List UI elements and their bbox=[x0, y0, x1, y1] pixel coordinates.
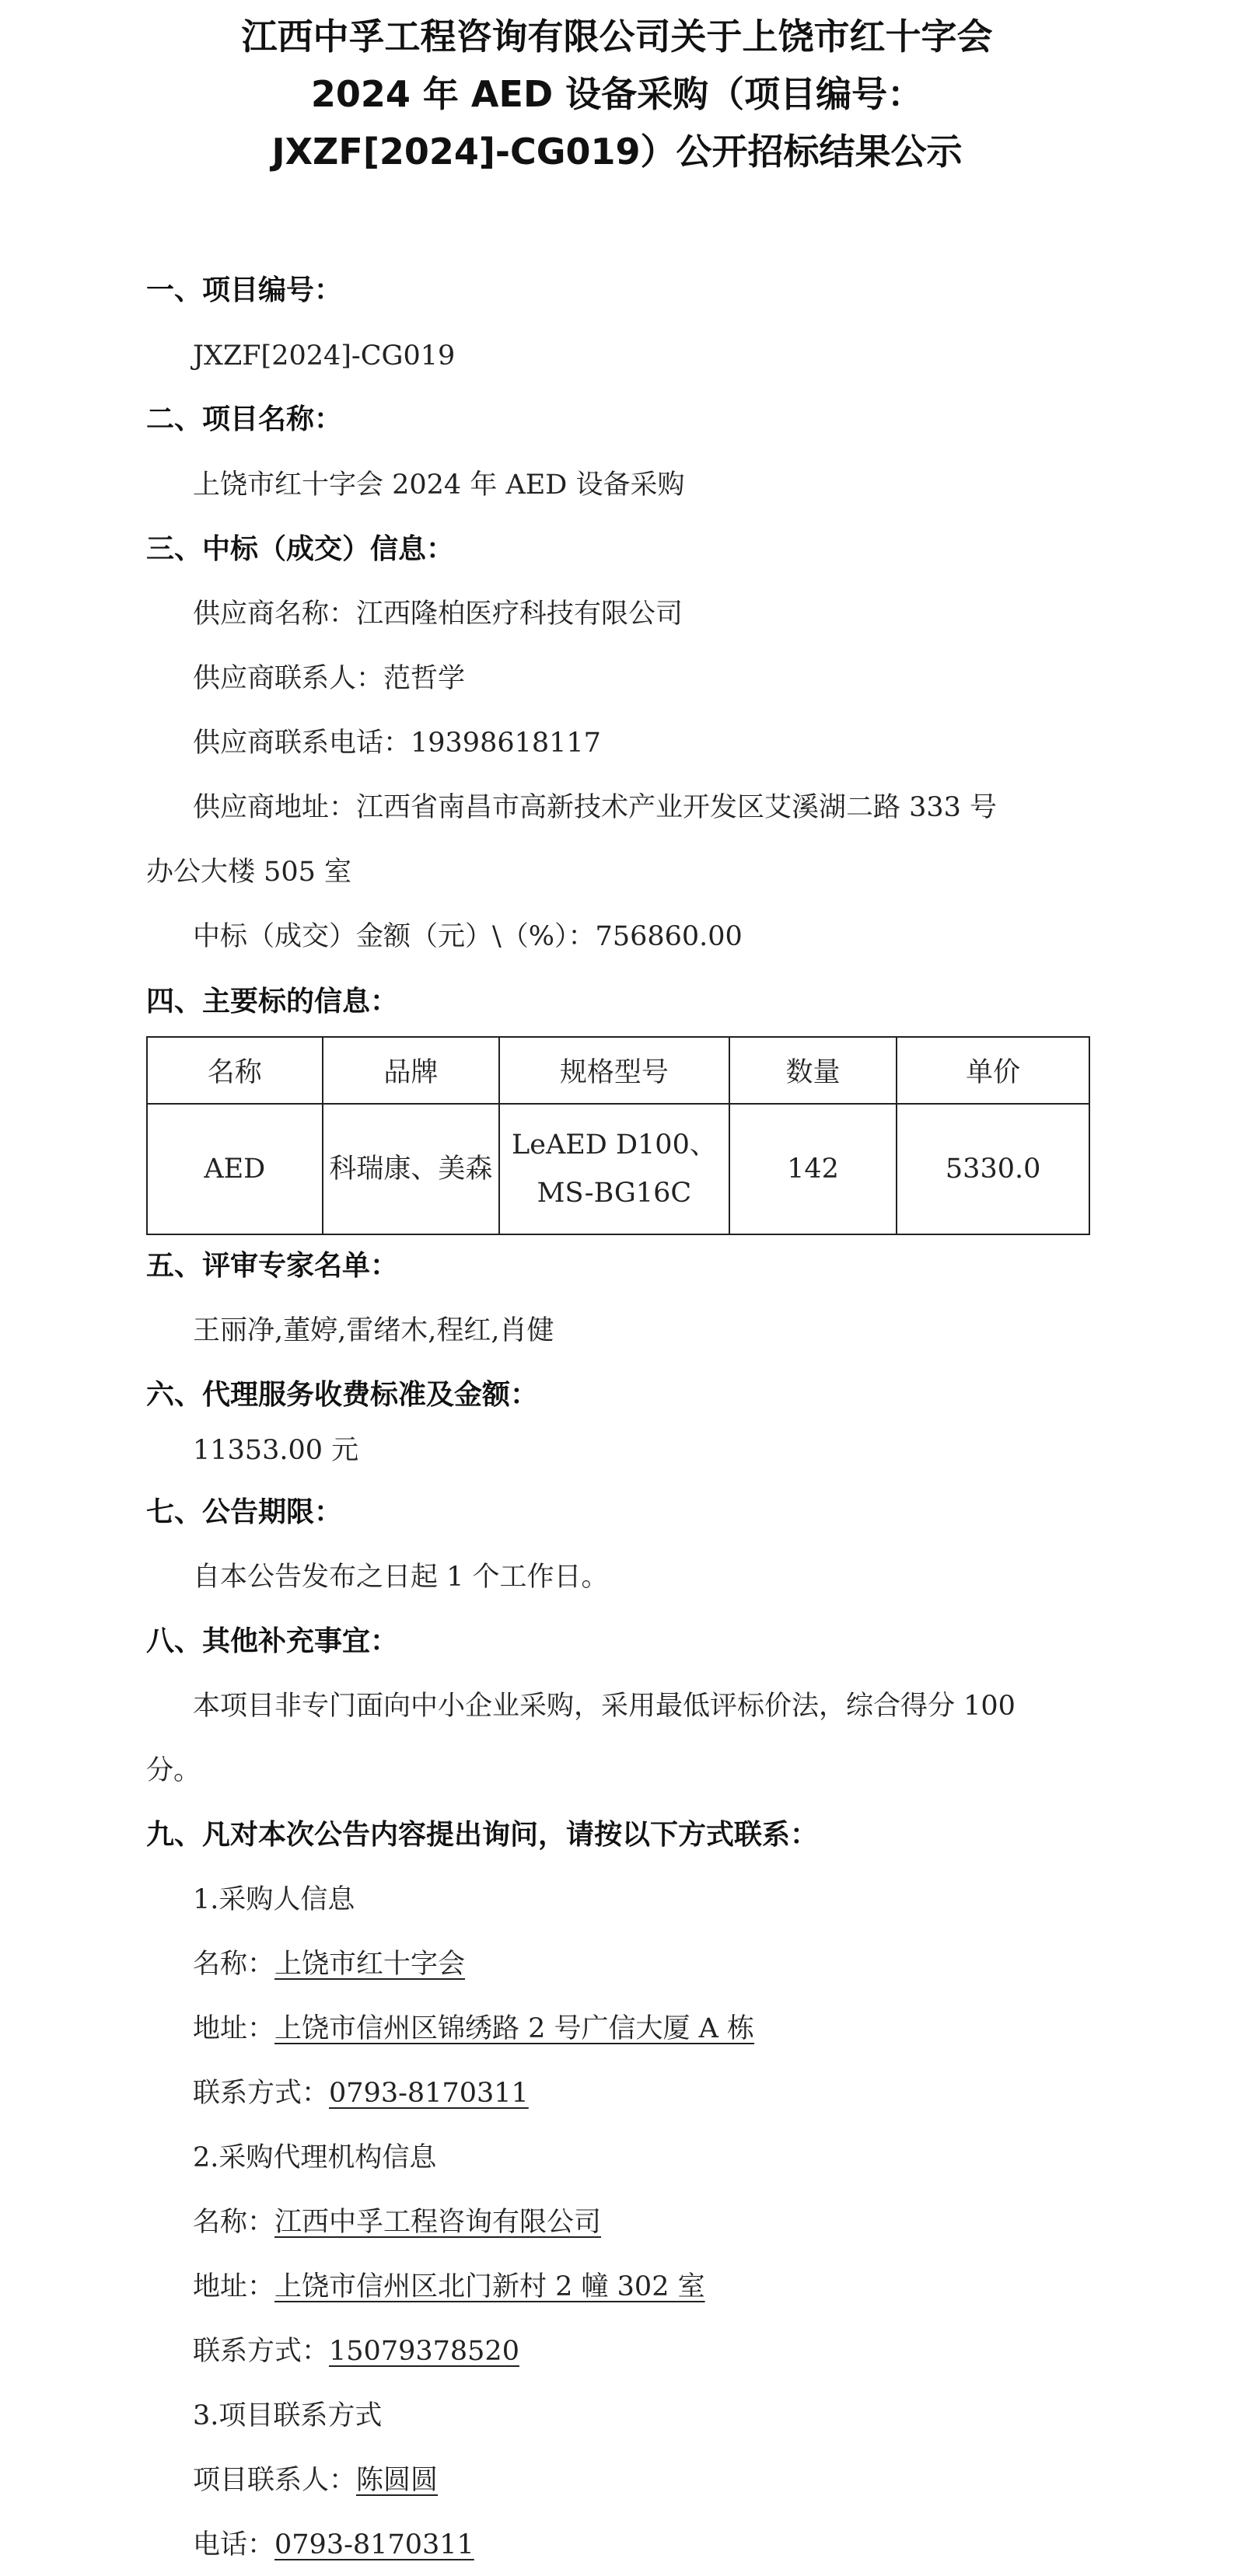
agency-fee: 11353.00 元 bbox=[193, 1435, 359, 1466]
cell-name: AED bbox=[147, 1104, 323, 1234]
purchaser-phone-line bbox=[193, 2074, 529, 2113]
notice-period: 自本公告发布之日起 1 个工作日。 bbox=[193, 1562, 609, 1593]
purchaser-phone-label: 联系方式： bbox=[193, 2078, 330, 2109]
agency-address: 上饶市信州区北门新村 2 幢 302 室 bbox=[274, 2271, 705, 2302]
section-experts-heading: 五、评审专家名单： bbox=[146, 1250, 399, 1282]
agency-phone-line bbox=[193, 2332, 519, 2371]
header-model: 规格型号 bbox=[499, 1037, 729, 1104]
section-project-name-heading: 二、项目名称： bbox=[146, 403, 343, 435]
agency-phone-label: 联系方式： bbox=[193, 2336, 330, 2367]
title-line-2: 2024 年 AED 设备采购（项目编号： bbox=[310, 73, 924, 115]
agency-address-line bbox=[193, 2267, 705, 2306]
title-line-3: JXZF[2024]-CG019）公开招标结果公示 bbox=[271, 131, 963, 173]
cell-brand: 科瑞康、美森 bbox=[323, 1104, 500, 1234]
header-name: 名称 bbox=[147, 1037, 323, 1104]
section-contact-heading: 九、凡对本次公告内容提出询问，请按以下方式联系： bbox=[146, 1819, 819, 1851]
project-phone-line bbox=[193, 2525, 474, 2564]
header-quantity: 数量 bbox=[729, 1037, 897, 1104]
purchaser-name-line bbox=[193, 1945, 465, 1984]
section-notice-period-heading: 七、公告期限： bbox=[146, 1496, 343, 1528]
purchaser-phone: 0793-8170311 bbox=[329, 2078, 529, 2109]
table-row bbox=[147, 1104, 1089, 1234]
purchaser-name-label: 名称： bbox=[193, 1949, 275, 1980]
project-contact-line bbox=[193, 2461, 438, 2500]
supplier-contact: 供应商联系人：范哲学 bbox=[193, 663, 466, 694]
purchaser-address: 上饶市信州区锦绣路 2 号广信大厦 A 栋 bbox=[274, 2013, 755, 2044]
cell-model-line-1: LeAED D100、 bbox=[512, 1129, 717, 1161]
section-other-matters-heading: 八、其他补充事宜： bbox=[146, 1625, 399, 1657]
supplier-address-line-2: 办公大楼 505 室 bbox=[146, 857, 352, 888]
section-project-number-heading: 一、项目编号： bbox=[146, 274, 343, 306]
cell-model-line-2: MS-BG16C bbox=[537, 1178, 692, 1209]
agency-name-line bbox=[193, 2203, 601, 2242]
other-matters-line-1: 本项目非专门面向中小企业采购，采用最低评标价法，综合得分 100 bbox=[193, 1691, 1016, 1722]
project-phone-label: 电话： bbox=[193, 2529, 275, 2560]
project-name: 上饶市红十字会 2024 年 AED 设备采购 bbox=[193, 469, 685, 501]
project-contact-title: 3.项目联系方式 bbox=[193, 2400, 383, 2431]
agency-name: 江西中孚工程咨询有限公司 bbox=[274, 2207, 602, 2238]
main-items-table bbox=[146, 1036, 1090, 1235]
agency-address-label: 地址： bbox=[193, 2271, 275, 2302]
project-contact-label: 项目联系人： bbox=[193, 2465, 357, 2496]
supplier-phone: 供应商联系电话：19398618117 bbox=[193, 728, 601, 759]
project-contact: 陈圆圆 bbox=[356, 2465, 439, 2496]
agency-phone: 15079378520 bbox=[329, 2336, 519, 2367]
supplier-address-line-1: 供应商地址：江西省南昌市高新技术产业开发区艾溪湖二路 333 号 bbox=[193, 792, 998, 823]
other-matters-line-2: 分。 bbox=[146, 1755, 201, 1786]
purchaser-name: 上饶市红十字会 bbox=[274, 1949, 466, 1980]
cell-price: 5330.0 bbox=[897, 1104, 1089, 1234]
agency-name-label: 名称： bbox=[193, 2207, 275, 2238]
section-award-heading: 三、中标（成交）信息： bbox=[146, 533, 455, 565]
expert-list: 王丽净,董婷,雷绪木,程红,肖健 bbox=[193, 1315, 554, 1346]
agency-info-title: 2.采购代理机构信息 bbox=[193, 2142, 437, 2173]
section-main-items-heading: 四、主要标的信息： bbox=[146, 986, 399, 1017]
cell-quantity: 142 bbox=[729, 1104, 897, 1234]
supplier-name: 供应商名称：江西隆柏医疗科技有限公司 bbox=[193, 599, 683, 630]
project-number: JXZF[2024]-CG019 bbox=[193, 340, 456, 372]
title-line-1: 江西中孚工程咨询有限公司关于上饶市红十字会 bbox=[241, 16, 993, 58]
purchaser-address-line bbox=[193, 2009, 754, 2048]
header-price: 单价 bbox=[897, 1037, 1089, 1104]
purchaser-info-title: 1.采购人信息 bbox=[193, 1884, 355, 1915]
document-title bbox=[117, 8, 1117, 180]
section-agency-fee-heading: 六、代理服务收费标准及金额： bbox=[146, 1379, 539, 1411]
header-brand: 品牌 bbox=[323, 1037, 500, 1104]
purchaser-address-label: 地址： bbox=[193, 2013, 275, 2044]
cell-model bbox=[499, 1104, 729, 1234]
project-phone: 0793-8170311 bbox=[274, 2529, 474, 2560]
table-header-row bbox=[147, 1037, 1089, 1104]
award-amount: 中标（成交）金额（元）\（%）：756860.00 bbox=[193, 921, 743, 952]
